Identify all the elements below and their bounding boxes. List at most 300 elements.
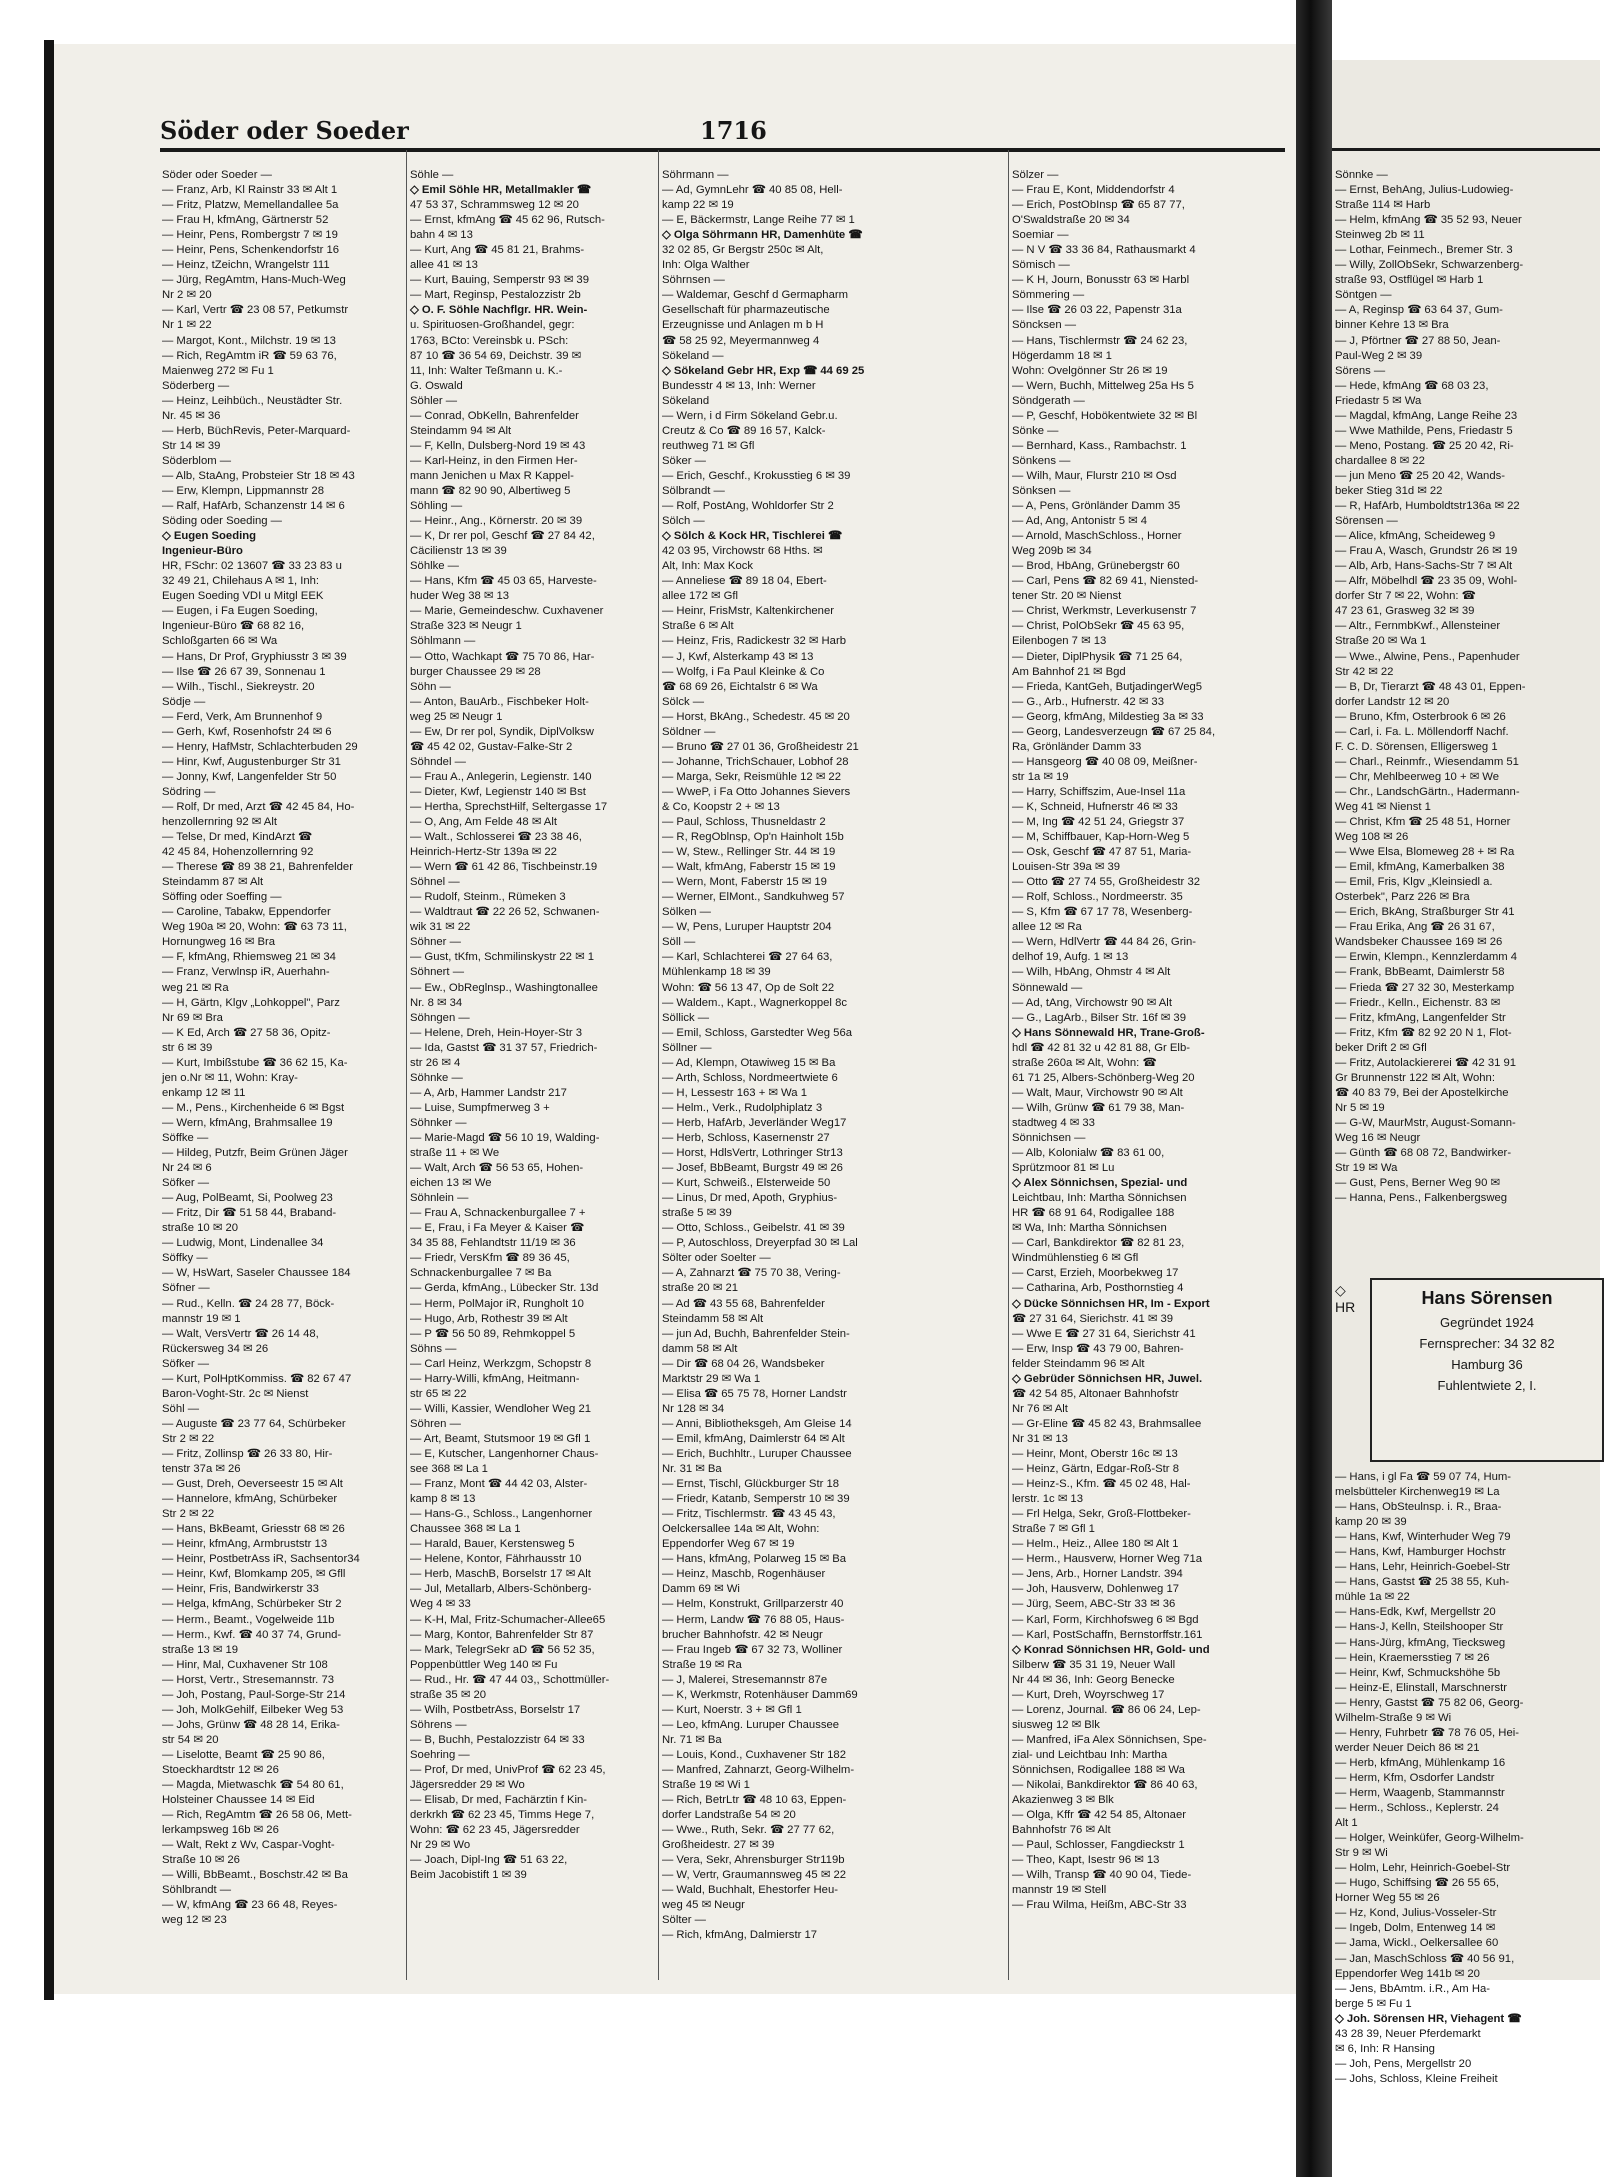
directory-entry-line: Creutz & Co ☎ 89 16 57, Kalck- bbox=[662, 424, 826, 437]
directory-entry-line: — Wern ☎ 61 42 86, Tischbeinstr.19 bbox=[410, 861, 598, 874]
directory-entry-line: — Hans, Dr Prof, Gryphiusstr 3 ✉ 39 bbox=[162, 650, 347, 663]
directory-entry-line: — Marie-Magd ☎ 56 10 19, Walding- bbox=[410, 1132, 600, 1144]
directory-entry-line: kamp 8 ✉ 13 bbox=[410, 1493, 476, 1506]
directory-entry-line: — E, Bäckermstr, Lange Reihe 77 ✉ 1 bbox=[662, 214, 855, 227]
directory-entry-line: — A, Pens, Grönländer Damm 35 bbox=[1012, 500, 1181, 513]
directory-entry-line: — Heinz, Gärtn, Edgar-Roß-Str 8 bbox=[1012, 1463, 1179, 1476]
directory-entry-line: — Alfr, Möbelhdl ☎ 23 35 09, Wohl- bbox=[1335, 575, 1518, 588]
directory-entry-line: Str 42 ✉ 22 bbox=[1335, 665, 1394, 678]
directory-entry-line: Söndgerath — bbox=[1012, 394, 1085, 407]
directory-entry-line: — Hertha, SprechstHilf, Seltergasse 17 bbox=[410, 800, 608, 813]
running-head-title: Söder oder Soeder bbox=[160, 116, 409, 145]
directory-entry-line: Södje — bbox=[162, 695, 206, 708]
directory-entry-line: — Gerh, Kwf, Rosenhofstr 24 ✉ 6 bbox=[162, 725, 332, 738]
directory-entry-line: — Heinr., Ang., Körnerstr. 20 ✉ 39 bbox=[410, 515, 583, 528]
directory-entry-line: Sömmering — bbox=[1012, 289, 1085, 302]
directory-entry-line: — Wwe., Alwine, Pens., Papenhuder bbox=[1335, 650, 1520, 663]
directory-entry-line: — Harald, Bauer, Kerstensweg 5 bbox=[410, 1538, 575, 1551]
directory-entry-line: Söffing oder Soeffing — bbox=[162, 891, 282, 904]
directory-entry-line: — Willy, ZollObSekr, Schwarzenberg- bbox=[1335, 259, 1524, 272]
directory-entry-line: — Heinz-S., Kfm. ☎ 45 02 48, Hal- bbox=[1012, 1478, 1191, 1491]
directory-entry-line: — Heinz, Maschb, Rogenhäuser bbox=[662, 1568, 826, 1581]
directory-entry-line: Eppendorfer Weg 141b ✉ 20 bbox=[1335, 1967, 1480, 1980]
directory-entry-line: — Hans, Kfm ☎ 45 03 65, Harveste- bbox=[410, 575, 597, 588]
directory-entry-line: — Hans, Gastst ☎ 25 38 55, Kuh- bbox=[1335, 1576, 1510, 1589]
directory-entry-line: allee 172 ✉ Gfl bbox=[662, 590, 739, 603]
directory-entry-line: — Carst, Erzieh, Moorbekweg 17 bbox=[1012, 1267, 1179, 1280]
directory-entry-line: mannstr 19 ✉ Stell bbox=[1012, 1884, 1107, 1897]
directory-entry-line: — Harry-Willi, kfmAng, Heitmann- bbox=[410, 1372, 580, 1385]
directory-entry-line: Söhl — bbox=[162, 1402, 200, 1415]
directory-entry-line: — Joach, Dipl-Ing ☎ 51 63 22, bbox=[410, 1854, 568, 1867]
directory-entry-line: Nr. 8 ✉ 34 bbox=[410, 996, 463, 1009]
directory-entry-line: — Hein, Kraemersstieg 7 ✉ 26 bbox=[1335, 1651, 1490, 1664]
page-number: 1716 bbox=[700, 116, 767, 145]
directory-entry-line: — WweP, i Fa Otto Johannes Sievers bbox=[662, 785, 851, 798]
directory-entry-line: — Brod, HbAng, Grünebergstr 60 bbox=[1012, 560, 1180, 573]
directory-entry-line: — Johanne, TrichSchauer, Lobhof 28 bbox=[662, 755, 849, 768]
directory-entry-line: — Herm., Schloss., Keplerstr. 24 bbox=[1335, 1802, 1499, 1815]
directory-entry-line: — Gust, Pens, Berner Weg 90 ✉ bbox=[1335, 1177, 1500, 1190]
directory-entry-line: — N V ☎ 33 36 84, Rathausmarkt 4 bbox=[1012, 244, 1196, 257]
directory-entry-line: Alt, Inh: Max Kock bbox=[662, 560, 754, 573]
directory-entry-line: Gesellschaft für pharmazeutische bbox=[662, 304, 830, 317]
directory-entry-line: straße 35 ✉ 20 bbox=[410, 1688, 487, 1701]
directory-entry-line: — Ilse ☎ 26 03 22, Papenstr 31a bbox=[1012, 304, 1182, 317]
directory-entry-line: 61 71 25, Albers-Schönberg-Weg 20 bbox=[1012, 1071, 1195, 1084]
directory-entry-line: Nr 24 ✉ 6 bbox=[162, 1162, 212, 1175]
directory-entry-line: — G., LagArb., Bilser Str. 16f ✉ 39 bbox=[1012, 1011, 1186, 1024]
directory-entry-line: chardallee 8 ✉ 22 bbox=[1335, 454, 1425, 467]
directory-entry-line: — Rolf, Schloss., Nordmeerstr. 35 bbox=[1012, 891, 1183, 904]
directory-entry-line: — Herm., Beamt., Vogelweide 11b bbox=[162, 1613, 335, 1626]
directory-entry-line: — Erw, Insp ☎ 43 79 00, Bahren- bbox=[1012, 1342, 1184, 1355]
directory-entry-line: Söfker — bbox=[162, 1177, 210, 1190]
ad-city: Hamburg 36 bbox=[1451, 1357, 1523, 1372]
directory-entry-line: Söfner — bbox=[162, 1282, 210, 1295]
directory-entry-line: Marktstr 29 ✉ Wa 1 bbox=[662, 1372, 761, 1385]
directory-entry-line: Wohn: ☎ 62 23 45, Jägersredder bbox=[410, 1824, 580, 1837]
directory-entry-line: — Johs, Schloss, Kleine Freiheit bbox=[1335, 2072, 1498, 2085]
directory-entry-line: tener Str. 20 ✉ Nienst bbox=[1012, 590, 1122, 603]
directory-entry-line: — Wilh, HbAng, Ohmstr 4 ✉ Alt bbox=[1012, 966, 1171, 979]
directory-entry-line: — Karl, Vertr ☎ 23 08 57, Petkumstr bbox=[162, 304, 349, 317]
directory-entry-line: weg 21 ✉ Ra bbox=[162, 981, 229, 994]
directory-entry-line: Söderblom — bbox=[162, 454, 232, 467]
directory-entry-line: — Mark, TelegrSekr aD ☎ 56 52 35, bbox=[410, 1643, 595, 1656]
directory-entry-line: — Friedr., Kelln., Eichenstr. 83 ✉ bbox=[1335, 996, 1501, 1009]
directory-entry-line: — K H, Journ, Bonusstr 63 ✉ Harbl bbox=[1012, 274, 1190, 287]
directory-entry-line: — Otto ☎ 27 74 55, Großheidestr 32 bbox=[1012, 876, 1201, 889]
directory-entry-line: weg 12 ✉ 23 bbox=[162, 1914, 227, 1927]
directory-entry-line: Cäcilienstr 13 ✉ 39 bbox=[410, 545, 507, 558]
directory-column-6 bbox=[1335, 1470, 1600, 2085]
book-gutter bbox=[1296, 0, 1332, 2177]
directory-entry-line: ☎ 42 54 85, Altonaer Bahnhofstr bbox=[1012, 1387, 1179, 1400]
directory-entry-line: Str 19 ✉ Wa bbox=[1335, 1162, 1398, 1175]
directory-entry-line: — Elisab, Dr med, Fachärztin f Kin- bbox=[410, 1794, 588, 1807]
directory-entry-line: Sölbrandt — bbox=[662, 484, 725, 497]
directory-entry-line: — K, Dr rer pol, Geschf ☎ 27 84 42, bbox=[410, 530, 595, 543]
directory-entry-line: Oelckersallee 14a ✉ Alt, Wohn: bbox=[662, 1523, 820, 1536]
directory-entry-line: — Horst, BkAng., Schedestr. 45 ✉ 20 bbox=[662, 710, 850, 723]
directory-entry-line: — Carl, i. Fa. L. Möllendorff Nachf. bbox=[1335, 725, 1509, 738]
directory-entry-line: Steindamm 87 ✉ Alt bbox=[162, 876, 264, 889]
directory-entry-line: — Heinr, FrisMstr, Kaltenkirchener bbox=[662, 605, 835, 618]
directory-entry-line: huder Weg 38 ✉ 13 bbox=[410, 590, 510, 603]
directory-entry-line: — Magda, Mietwaschk ☎ 54 80 61, bbox=[162, 1779, 344, 1792]
scan-edge bbox=[44, 40, 54, 2000]
directory-entry-line: — Walt, Maur, Virchowstr 90 ✉ Alt bbox=[1012, 1086, 1183, 1099]
directory-entry-line: — Frau A, Wasch, Grundstr 26 ✉ 19 bbox=[1335, 545, 1518, 558]
directory-entry-line: — P, Autoschloss, Dreyerpfad 30 ✉ Lal bbox=[662, 1237, 858, 1250]
directory-entry-line: — M., Pens., Kirchenheide 6 ✉ Bgst bbox=[162, 1101, 345, 1114]
directory-entry-line: — Ad ☎ 43 55 68, Bahrenfelder bbox=[662, 1297, 825, 1310]
directory-entry-line: ◇ Sölch & Kock HR, Tischlerei ☎ bbox=[662, 530, 843, 543]
directory-entry-line: — Herb, BüchRevis, Peter-Marquard- bbox=[162, 424, 351, 437]
directory-entry-line: — Hinr, Kwf, Augustenburger Str 31 bbox=[162, 755, 341, 768]
directory-entry-line: — Joh, Hausverw, Dohlenweg 17 bbox=[1012, 1583, 1180, 1596]
directory-entry-line: Alt 1 bbox=[1335, 1817, 1358, 1830]
directory-entry-line: Söntgen — bbox=[1335, 289, 1392, 302]
directory-entry-line: — Hans, BkBeamt, Griesstr 68 ✉ 26 bbox=[162, 1523, 345, 1536]
directory-entry-line: — F, kfmAng, Rhiemsweg 21 ✉ 34 bbox=[162, 951, 336, 964]
directory-entry-line: Högerdamm 18 ✉ 1 bbox=[1012, 349, 1112, 362]
directory-entry-line: — Manfred, iFa Alex Sönnichsen, Spe- bbox=[1012, 1733, 1207, 1746]
directory-entry-line: — Ad, GymnLehr ☎ 40 85 08, Hell- bbox=[662, 184, 843, 197]
directory-entry-line: delhof 19, Aufg. 1 ✉ 13 bbox=[1012, 951, 1129, 964]
directory-entry-line: — Jürg, RegAmtm, Hans-Much-Weg bbox=[162, 274, 346, 287]
directory-entry-line: — Heinr, Pens, Rombergstr 7 ✉ 19 bbox=[162, 229, 338, 242]
directory-entry-line: — Jens, Arb., Horner Landstr. 394 bbox=[1012, 1568, 1183, 1581]
directory-entry-line: werder Neuer Deich 86 ✉ 21 bbox=[1335, 1741, 1480, 1754]
directory-entry-line: Söhlmann — bbox=[410, 635, 476, 648]
directory-entry-line: — R, RegOblnsp, Op'n Hainholt 15b bbox=[662, 831, 844, 844]
directory-entry-line: felder Steindamm 96 ✉ Alt bbox=[1012, 1357, 1145, 1370]
directory-entry-line: lerkampsweg 16b ✉ 26 bbox=[162, 1824, 279, 1837]
directory-entry-line: — Telse, Dr med, KindArzt ☎ bbox=[162, 831, 313, 844]
directory-entry-line: — jun Ad, Buchh, Bahrenfelder Stein- bbox=[662, 1327, 850, 1340]
directory-entry-line: Weg 41 ✉ Nienst 1 bbox=[1335, 800, 1431, 813]
directory-entry-line: — K, Werkmstr, Rotenhäuser Damm69 bbox=[662, 1688, 858, 1701]
directory-entry-line: straße 13 ✉ 19 bbox=[162, 1643, 239, 1656]
directory-entry-line: burger Chaussee 29 ✉ 28 bbox=[410, 665, 541, 678]
directory-entry-line: Sölck — bbox=[662, 695, 705, 708]
directory-entry-line: Söffke — bbox=[162, 1132, 209, 1144]
directory-entry-line: — Osk, Geschf ☎ 47 87 51, Maria- bbox=[1012, 846, 1192, 859]
directory-column-5 bbox=[1335, 168, 1600, 1268]
directory-entry-line: ☎ 45 42 02, Gustav-Falke-Str 2 bbox=[410, 740, 573, 753]
directory-entry-line: Baron-Voght-Str. 2c ✉ Nienst bbox=[162, 1387, 309, 1400]
directory-entry-line: Soemiar — bbox=[1012, 229, 1069, 242]
directory-entry-line: dorfer Landstr 12 ✉ 20 bbox=[1335, 695, 1450, 708]
directory-entry-line: — Caroline, Tabakw, Eppendorfer bbox=[162, 906, 331, 919]
directory-entry-line: — Gust, Dreh, Oeverseestr 15 ✉ Alt bbox=[162, 1478, 343, 1491]
directory-entry-line: 42 03 95, Virchowstr 68 Hths. ✉ bbox=[662, 545, 823, 558]
directory-entry-line: Damm 69 ✉ Wi bbox=[662, 1583, 740, 1596]
directory-entry-line: ✉ 6, Inh: R Hansing bbox=[1335, 2042, 1435, 2055]
directory-entry-line: Friedastr 5 ✉ Wa bbox=[1335, 394, 1422, 407]
directory-entry-line: Akazienweg 3 ✉ Blk bbox=[1012, 1794, 1114, 1807]
directory-entry-line: — Ernst, BehAng, Julius-Ludowieg- bbox=[1335, 184, 1514, 197]
directory-entry-line: — Ludwig, Mont, Lindenallee 34 bbox=[162, 1237, 324, 1250]
directory-entry-line: — Heinr, Pens, Schenkendorfstr 16 bbox=[162, 244, 340, 257]
directory-entry-line: ☎ 68 69 26, Eichtalstr 6 ✉ Wa bbox=[662, 680, 818, 693]
directory-entry-line: — Frieda ☎ 27 32 30, Mesterkamp bbox=[1335, 981, 1515, 994]
directory-entry-line: — Wwe., Ruth, Sekr. ☎ 27 77 62, bbox=[662, 1824, 835, 1837]
directory-entry-line: — Rud., Kelln. ☎ 24 28 77, Böck- bbox=[162, 1297, 335, 1310]
directory-entry-line: — P ☎ 56 50 89, Rehmkoppel 5 bbox=[410, 1327, 576, 1340]
directory-entry-line: — Frau H, kfmAng, Gärtnerstr 52 bbox=[162, 214, 329, 227]
directory-column-1 bbox=[162, 168, 402, 1968]
directory-entry-line: stadtweg 4 ✉ 33 bbox=[1012, 1116, 1095, 1129]
directory-entry-line: — Mart, Reginsp, Pestalozzistr 2b bbox=[410, 289, 581, 302]
directory-entry-line: — Ad, Klempn, Otawiweg 15 ✉ Ba bbox=[662, 1056, 836, 1069]
directory-entry-line: — Rudolf, Steinm., Rümeken 3 bbox=[410, 891, 566, 904]
directory-entry-line: — Harry, Schiffszim, Aue-Insel 11a bbox=[1012, 785, 1186, 798]
directory-entry-line: Söhnke — bbox=[410, 1071, 463, 1084]
directory-column-4 bbox=[1012, 168, 1252, 1968]
directory-entry-line: ☎ 40 83 79, Bei der Apostelkirche bbox=[1335, 1086, 1509, 1099]
directory-entry-line: — Erwin, Klempn., Kennzlerdamm 4 bbox=[1335, 951, 1518, 964]
directory-entry-line: Eugen Soeding VDI u Mitgl EEK bbox=[162, 590, 324, 603]
directory-entry-line: Söhrens — bbox=[410, 1718, 467, 1731]
directory-entry-line: — F, Kelln, Dulsberg-Nord 19 ✉ 43 bbox=[410, 439, 586, 452]
directory-entry-line: — Carl, Pens ☎ 82 69 41, Niensted- bbox=[1012, 575, 1199, 588]
directory-entry-line: Chaussee 368 ✉ La 1 bbox=[410, 1523, 521, 1536]
directory-entry-line: Gr Brunnenstr 122 ✉ Alt, Wohn: bbox=[1335, 1071, 1495, 1084]
directory-entry-line: — Wwe E ☎ 27 31 64, Sierichstr 41 bbox=[1012, 1327, 1196, 1340]
directory-entry-line: — Heinr, Mont, Oberstr 16c ✉ 13 bbox=[1012, 1447, 1178, 1460]
directory-entry-line: Söllner — bbox=[662, 1041, 712, 1054]
directory-entry-line: Söhling — bbox=[410, 500, 463, 513]
directory-entry-line: — Heinr, Kwf, Blomkamp 205, ✉ Gfll bbox=[162, 1568, 346, 1581]
directory-entry-line: kamp 22 ✉ 19 bbox=[662, 199, 734, 212]
directory-entry-line: — Marg, Kontor, Bahrenfelder Str 87 bbox=[410, 1628, 594, 1641]
directory-entry-line: — Hans, Lehr, Heinrich-Goebel-Str bbox=[1335, 1561, 1511, 1574]
directory-entry-line: — K, Schneid, Hufnerstr 46 ✉ 33 bbox=[1012, 800, 1178, 813]
directory-entry-line: — Heinz-E, Elinstall, Marschnerstr bbox=[1335, 1681, 1508, 1694]
directory-entry-line: — Fritz, Tischlermstr. ☎ 43 45 43, bbox=[662, 1508, 836, 1521]
directory-entry-line: beker Stieg 31d ✉ 22 bbox=[1335, 484, 1443, 497]
directory-entry-line: — Heinz, Leihbüch., Neustädter Str. bbox=[162, 394, 343, 407]
directory-entry-line: str 65 ✉ 22 bbox=[410, 1387, 467, 1400]
directory-entry-line: Ra, Grönländer Damm 33 bbox=[1012, 740, 1142, 753]
directory-entry-line: — Henry, HafMstr, Schlachterbuden 29 bbox=[162, 740, 358, 753]
directory-entry-line: 87 10 ☎ 36 54 69, Deichstr. 39 ✉ bbox=[410, 349, 582, 362]
directory-entry-line: Silberw ☎ 35 31 19, Neuer Wall bbox=[1012, 1658, 1176, 1671]
directory-entry-line: straße 11 + ✉ We bbox=[410, 1147, 500, 1160]
directory-entry-line: — Wern, i d Firm Sökeland Gebr.u. bbox=[662, 409, 838, 422]
directory-entry-line: — Franz, Arb, Kl Rainstr 33 ✉ Alt 1 bbox=[162, 184, 338, 197]
directory-entry-line: — Helm, kfmAng ☎ 35 52 93, Neuer bbox=[1335, 214, 1522, 227]
directory-entry-line: — Rich, RegAmtm iR ☎ 59 63 76, bbox=[162, 349, 337, 362]
directory-entry-line: Windmühlenstieg 6 ✉ Gfl bbox=[1012, 1252, 1139, 1265]
directory-entry-line: — Ralf, HafArb, Schanzenstr 14 ✉ 6 bbox=[162, 500, 345, 513]
directory-entry-line: Sönnichsen, Rodigallee 188 ✉ Wa bbox=[1012, 1763, 1185, 1776]
directory-entry-line: Sönkens — bbox=[1012, 454, 1071, 467]
directory-entry-line: — J, Pförtner ☎ 27 88 50, Jean- bbox=[1335, 334, 1501, 347]
directory-entry-line: jen o.Nr ✉ 11, Wohn: Kray- bbox=[162, 1071, 298, 1084]
directory-entry-line: — E, Kutscher, Langenhorner Chaus- bbox=[410, 1447, 599, 1460]
directory-entry-line: — Josef, BbBeamt, Burgstr 49 ✉ 26 bbox=[662, 1162, 843, 1175]
directory-entry-line: — Rolf, PostAng, Wohldorfer Str 2 bbox=[662, 500, 834, 513]
directory-entry-line: ◇ Gebrüder Sönnichsen HR, Juwel. bbox=[1012, 1372, 1203, 1385]
directory-entry-line: Bahnhofstr 76 ✉ Alt bbox=[1012, 1824, 1111, 1837]
directory-entry-line: — Frau Ingeb ☎ 67 32 73, Wolliner bbox=[662, 1643, 843, 1656]
directory-entry-line: Weg 16 ✉ Neugr bbox=[1335, 1132, 1421, 1144]
directory-entry-line: — Kurt, Bauing, Semperstr 93 ✉ 39 bbox=[410, 274, 590, 287]
directory-entry-line: — J, Malerei, Stresemannstr 87e bbox=[662, 1673, 828, 1686]
header-rule-right bbox=[1332, 148, 1600, 151]
directory-entry-line: — Helm., Heiz., Allee 180 ✉ Alt 1 bbox=[1012, 1538, 1179, 1551]
directory-entry-line: Sökeland bbox=[662, 394, 710, 407]
directory-entry-line: ◇ Emil Söhle HR, Metallmakler ☎ bbox=[410, 184, 591, 197]
directory-entry-line: — Olga, Kffr ☎ 42 54 85, Altonaer bbox=[1012, 1809, 1186, 1822]
directory-entry-line: — Manfred, Zahnarzt, Georg-Wilhelm- bbox=[662, 1763, 855, 1776]
directory-entry-line: — Heinz, tZeichn, Wrangelstr 111 bbox=[162, 259, 330, 272]
directory-entry-line: — M, Schiffbauer, Kap-Horn-Weg 5 bbox=[1012, 831, 1190, 844]
directory-entry-line: ◇ Hans Sönnewald HR, Trane-Groß- bbox=[1012, 1026, 1205, 1039]
directory-entry-line: — Marie, Gemeindeschw. Cuxhavener bbox=[410, 605, 604, 618]
directory-entry-line: Söhlke — bbox=[410, 560, 459, 573]
directory-entry-line: — Frau Erika, Ang ☎ 26 31 67, bbox=[1335, 921, 1495, 934]
directory-entry-line: Straße 19 ✉ Wi 1 bbox=[662, 1779, 750, 1792]
directory-entry-line: Söhnel — bbox=[410, 876, 460, 889]
directory-entry-line: Nr. 45 ✉ 36 bbox=[162, 409, 221, 422]
directory-entry-line: Wilhelm-Straße 9 ✉ Wi bbox=[1335, 1711, 1452, 1724]
directory-entry-line: mühle 1a ✉ 22 bbox=[1335, 1591, 1410, 1604]
directory-entry-line: — Emil, Fris, Klgv „Kleinsiedl a. bbox=[1335, 876, 1493, 889]
directory-entry-line: — Jens, BbAmtm. i.R., Am Ha- bbox=[1335, 1982, 1491, 1995]
directory-entry-line: — Fritz, Autolackiererei ☎ 42 31 91 bbox=[1335, 1056, 1517, 1069]
directory-entry-line: Str 14 ✉ 39 bbox=[162, 439, 221, 452]
directory-entry-line: — Ferd, Verk, Am Brunnenhof 9 bbox=[162, 710, 323, 723]
directory-entry-line: — Hansgeorg ☎ 40 08 09, Meißner- bbox=[1012, 755, 1198, 768]
directory-entry-line: — Wilh., Tischl., Siekreystr. 20 bbox=[162, 680, 315, 693]
directory-entry-line: Leichtbau, Inh: Martha Sönnichsen bbox=[1012, 1192, 1187, 1205]
directory-entry-line: — Hans, kfmAng, Polarweg 15 ✉ Ba bbox=[662, 1553, 847, 1566]
directory-entry-line: — B, Buchh, Pestalozzistr 64 ✉ 33 bbox=[410, 1733, 585, 1746]
directory-entry-line: — K-H, Mal, Fritz-Schumacher-Allee65 bbox=[410, 1613, 606, 1626]
directory-entry-line: — Karl, PostSchaffn, Bernstorffstr.161 bbox=[1012, 1628, 1203, 1641]
directory-entry-line: Sprützmoor 81 ✉ Lu bbox=[1012, 1162, 1115, 1175]
directory-entry-line: — Dieter, DiplPhysik ☎ 71 25 64, bbox=[1012, 650, 1183, 663]
directory-entry-line: — Dieter, Kwf, Legienstr 140 ✉ Bst bbox=[410, 785, 586, 798]
directory-entry-line: Nr 44 ✉ 36, Inh: Georg Benecke bbox=[1012, 1673, 1175, 1686]
directory-entry-line: — Jürg, Seem, ABC-Str 33 ✉ 36 bbox=[1012, 1598, 1176, 1611]
directory-entry-line: — Hans-J, Kelln, Steilshooper Str bbox=[1335, 1621, 1504, 1634]
directory-entry-line: Söhrmann — bbox=[662, 169, 729, 181]
directory-column-3 bbox=[662, 168, 902, 1968]
directory-entry-line: Sönnichsen — bbox=[1012, 1132, 1086, 1144]
directory-entry-line: — Franz, Mont ☎ 44 42 03, Alster- bbox=[410, 1478, 588, 1491]
directory-entry-line: — Herm., Kwf. ☎ 40 37 74, Grund- bbox=[162, 1628, 342, 1641]
directory-entry-line: Söder oder Soeder — bbox=[162, 169, 272, 181]
directory-entry-line: Wohn: ☎ 56 13 47, Op de Solt 22 bbox=[662, 981, 835, 994]
directory-entry-line: u. Spirituosen-Großhandel, gegr: bbox=[410, 319, 575, 332]
directory-entry-line: ◇ Joh. Sörensen HR, Viehagent ☎ bbox=[1335, 2012, 1522, 2025]
directory-entry-line: — Hugo, Arb, Rothestr 39 ✉ Alt bbox=[410, 1312, 568, 1325]
directory-entry-line: — Alb, Arb, Hans-Sachs-Str 7 ✉ Alt bbox=[1335, 560, 1513, 573]
directory-entry-line: — Horst, HdlsVertr, Lothringer Str13 bbox=[662, 1147, 843, 1160]
directory-entry-line: Inh: Olga Walther bbox=[662, 259, 750, 272]
directory-entry-line: — Werner, ElMont., Sandkuhweg 57 bbox=[662, 891, 845, 904]
directory-entry-line: Söker — bbox=[662, 454, 706, 467]
directory-entry-line: wik 31 ✉ 22 bbox=[410, 921, 471, 934]
directory-entry-line: — Ernst, kfmAng ☎ 45 62 96, Rutsch- bbox=[410, 214, 605, 227]
directory-entry-line: — Conrad, ObKelln, Bahrenfelder bbox=[410, 409, 579, 422]
directory-entry-line: Söhner — bbox=[410, 936, 461, 949]
directory-entry-line: Söhren — bbox=[410, 1417, 461, 1430]
directory-entry-line: melsbütteler Kirchenweg19 ✉ La bbox=[1335, 1486, 1500, 1499]
directory-entry-line: — Kurt, Dreh, Woyrschweg 17 bbox=[1012, 1688, 1165, 1701]
directory-entry-line: — Wern, HdlVertr ☎ 44 84 26, Grin- bbox=[1012, 936, 1197, 949]
directory-entry-line: kamp 20 ✉ 39 bbox=[1335, 1516, 1407, 1529]
directory-entry-line: — Hinr, Mal, Cuxhavener Str 108 bbox=[162, 1658, 328, 1671]
directory-entry-line: G. Oswald bbox=[410, 379, 463, 392]
directory-entry-line: — Wern, kfmAng, Brahmsallee 19 bbox=[162, 1116, 333, 1129]
directory-entry-line: — Hans, i gl Fa ☎ 59 07 74, Hum- bbox=[1335, 1471, 1512, 1483]
directory-entry-line: — Margot, Kont., Milchstr. 19 ✉ 13 bbox=[162, 334, 336, 347]
directory-entry-line: — Willi, Kassier, Wendloher Weg 21 bbox=[410, 1402, 592, 1415]
directory-entry-line: Steinweg 2b ✉ 11 bbox=[1335, 229, 1425, 242]
directory-entry-line: Straße 19 ✉ Ra bbox=[662, 1658, 742, 1671]
directory-entry-line: — Luise, Sumpfmerweg 3 + bbox=[410, 1101, 550, 1114]
directory-entry-line: allee 12 ✉ Ra bbox=[1012, 921, 1082, 934]
directory-entry-line: — Herm, Kfm, Osdorfer Landstr bbox=[1335, 1771, 1495, 1784]
directory-entry-line: — Waldem., Kapt., Wagnerkoppel 8c bbox=[662, 996, 848, 1009]
directory-entry-line: — Waldemar, Geschf d Germapharm bbox=[662, 289, 849, 302]
directory-entry-line: — Walt, kfmAng, Faberstr 15 ✉ 19 bbox=[662, 861, 836, 874]
directory-entry-line: — Franz, Verwlnsp iR, Auerhahn- bbox=[162, 966, 330, 979]
directory-entry-line: Wohn: Ovelgönner Str 26 ✉ 19 bbox=[1012, 364, 1168, 377]
directory-entry-line: — Holm, Lehr, Heinrich-Goebel-Str bbox=[1335, 1862, 1511, 1875]
directory-entry-line: — Jonny, Kwf, Langenfelder Str 50 bbox=[162, 770, 337, 783]
directory-entry-line: — Hans-Edk, Kwf, Mergellstr 20 bbox=[1335, 1606, 1496, 1619]
directory-entry-line: Sönksen — bbox=[1012, 484, 1071, 497]
directory-entry-line: — Fritz, Platzw, Memellandallee 5a bbox=[162, 199, 339, 212]
ad-marker: ◇ HR bbox=[1335, 1282, 1356, 1315]
directory-entry-line: — Erw, Klempn, Lippmannstr 28 bbox=[162, 484, 324, 497]
directory-entry-line: Steindamm 94 ✉ Alt bbox=[410, 424, 512, 437]
directory-entry-line: — Theo, Kapt, Isestr 96 ✉ 13 bbox=[1012, 1854, 1160, 1867]
directory-entry-line: Söhndel — bbox=[410, 755, 466, 768]
directory-entry-line: — Hans-G., Schloss., Langenhorner bbox=[410, 1508, 593, 1521]
column-divider bbox=[658, 150, 659, 1980]
directory-entry-line: Soehring — bbox=[410, 1748, 470, 1761]
directory-entry-line: Nr. 71 ✉ Ba bbox=[662, 1733, 722, 1746]
directory-entry-line: Ingenieur-Büro ☎ 68 82 16, bbox=[162, 620, 305, 633]
directory-entry-line: — Bruno, Kfm, Osterbrook 6 ✉ 26 bbox=[1335, 710, 1506, 723]
directory-entry-line: — Heinr, Kwf, Schmuckshöhe 5b bbox=[1335, 1666, 1501, 1679]
directory-entry-line: Söhn — bbox=[410, 680, 451, 693]
directory-entry-line: Nr 76 ✉ Alt bbox=[1012, 1402, 1068, 1415]
directory-entry-line: damm 58 ✉ Alt bbox=[662, 1342, 738, 1355]
directory-entry-line: Rückersweg 34 ✉ 26 bbox=[162, 1342, 269, 1355]
directory-entry-line: — Kurt, Imbißstube ☎ 36 62 15, Ka- bbox=[162, 1056, 348, 1069]
directory-entry-line: Mühlenkamp 18 ✉ 39 bbox=[662, 966, 771, 979]
directory-entry-line: Str 9 ✉ Wi bbox=[1335, 1847, 1388, 1860]
directory-entry-line: — Herm, Waagenb, Stammannstr bbox=[1335, 1786, 1505, 1799]
directory-entry-line: — Carl, Bankdirektor ☎ 82 81 23, bbox=[1012, 1237, 1185, 1250]
directory-entry-line: — Anneliese ☎ 89 18 04, Ebert- bbox=[662, 575, 827, 588]
directory-entry-line: Nr 2 ✉ 20 bbox=[162, 289, 212, 302]
directory-entry-line: henzollernring 92 ✉ Alt bbox=[162, 816, 277, 829]
directory-entry-line: ✉ Wa, Inh: Martha Sönnichsen bbox=[1012, 1222, 1167, 1235]
directory-entry-line: — Chr, Mehlbeerweg 10 + ✉ We bbox=[1335, 770, 1500, 783]
directory-entry-line: Sölch — bbox=[662, 515, 705, 528]
